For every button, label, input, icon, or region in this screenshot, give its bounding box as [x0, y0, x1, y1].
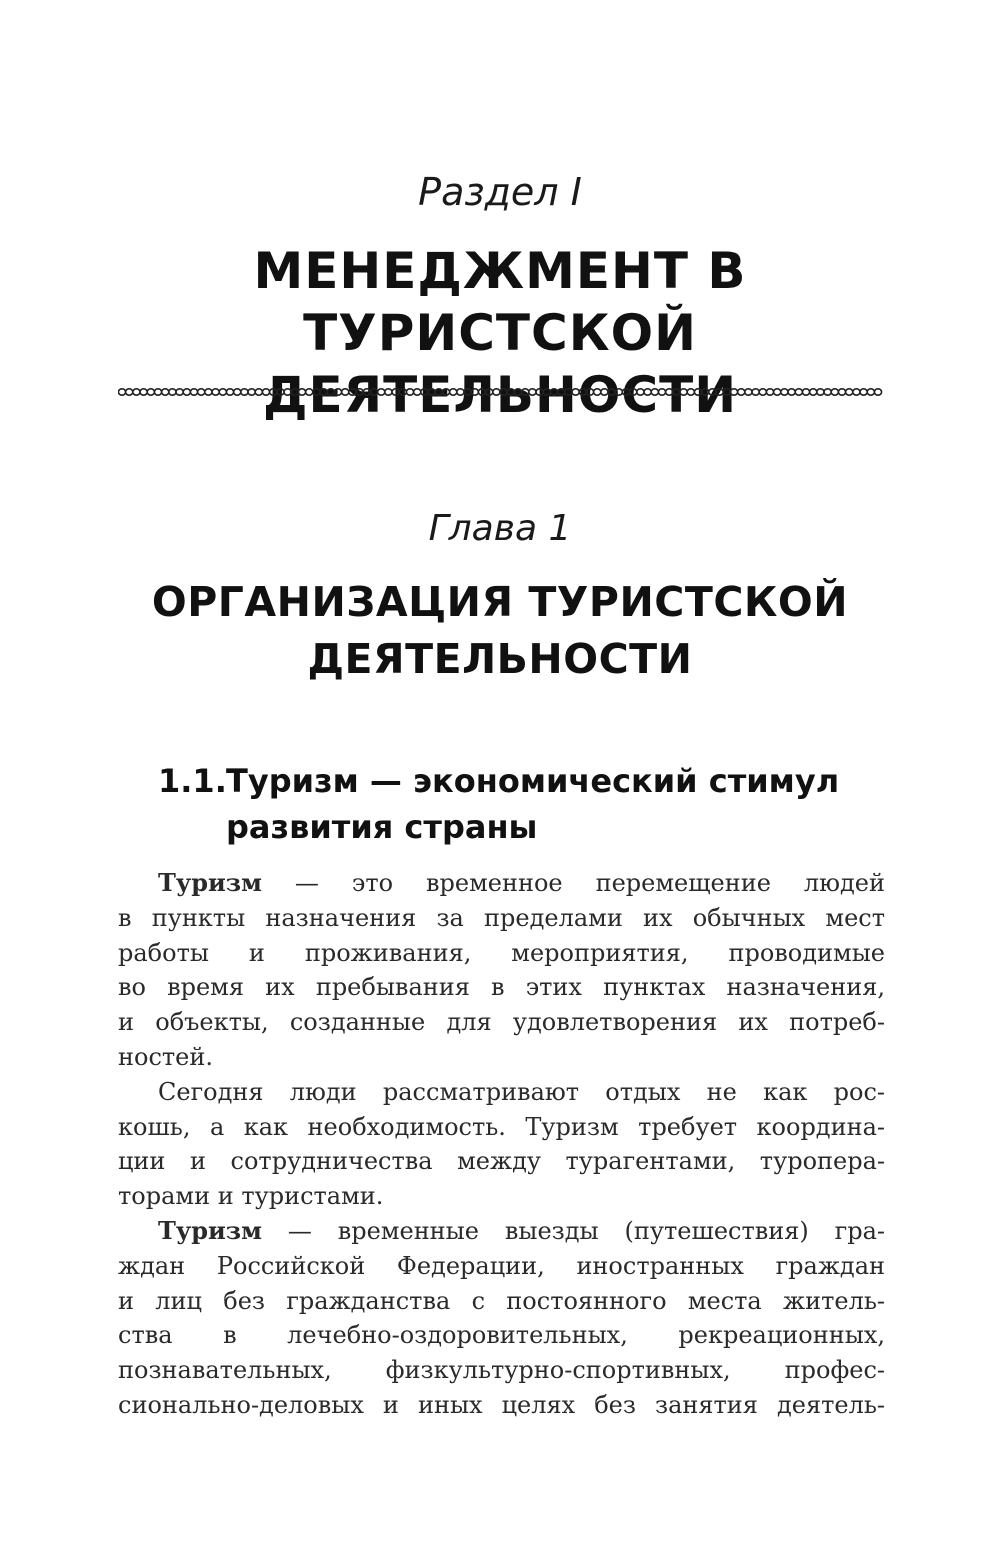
- text-line: и объекты, созданные для удовлетворения их потреб-: [118, 1008, 885, 1037]
- ornament-link: [550, 389, 557, 395]
- subsection-number: 1.1.: [158, 762, 227, 800]
- subsection-title-line-2: развития страны: [226, 808, 538, 846]
- ornament-link: [176, 389, 183, 395]
- text-line: Туризм — это временное перемещение людей: [158, 868, 885, 897]
- ornament-link: [457, 389, 464, 395]
- ornament-link: [752, 389, 759, 395]
- ornament-link: [493, 389, 500, 395]
- ornament-link: [500, 389, 507, 395]
- section-label: Раздел I: [418, 170, 582, 214]
- ornament-link: [680, 389, 687, 395]
- ornament-link: [471, 389, 478, 395]
- text-line: Сегодня люди рассматривают отдых не как рос-: [158, 1077, 885, 1106]
- chapter-label: Глава 1: [428, 508, 572, 549]
- text-line: ждан Российской Федерации, иностранных граждан: [118, 1251, 885, 1280]
- ornament-link: [226, 389, 233, 395]
- ornament-link: [442, 389, 449, 395]
- text-line: ства в лечебно-оздоровительных, рекреационных,: [118, 1321, 885, 1350]
- ornament-link: [169, 389, 176, 395]
- ornament-link: [147, 389, 154, 395]
- ornament-link: [723, 389, 730, 395]
- ornament-link: [586, 389, 593, 395]
- ornament-link: [781, 389, 788, 395]
- ornament-link: [356, 389, 363, 395]
- ornament-link: [759, 389, 766, 395]
- ornament-link: [651, 389, 658, 395]
- ornament-link: [666, 389, 673, 395]
- ornament-link: [709, 389, 716, 395]
- ornament-link: [126, 389, 133, 395]
- ornament-link: [838, 389, 845, 395]
- ornament-link: [853, 389, 860, 395]
- ornament-link: [342, 389, 349, 395]
- chapter-title: [80, 574, 920, 688]
- text-line: познавательных, физкультурно-спортивных, профес-: [118, 1356, 885, 1385]
- term: Туризм: [158, 868, 262, 897]
- ornament-link: [306, 389, 313, 395]
- decorative-divider: [118, 385, 885, 399]
- ornament-link: [118, 389, 125, 395]
- ornament-link: [867, 389, 874, 395]
- ornament-link: [284, 389, 291, 395]
- ornament-link: [154, 389, 161, 395]
- ornament-link: [831, 389, 838, 395]
- ornament-link: [370, 389, 377, 395]
- ornament-link: [478, 389, 485, 395]
- ornament-link: [450, 389, 457, 395]
- ornament-link: [190, 389, 197, 395]
- ornament-link: [766, 389, 773, 395]
- ornament-link: [514, 389, 521, 395]
- ornament-link: [565, 389, 572, 395]
- text-line: и лиц без гражданства с постоянного места житель-: [118, 1286, 885, 1315]
- ornament-link: [277, 389, 284, 395]
- ornament-link: [522, 389, 529, 395]
- text-line: Туризм — временные выезды (путешествия) гра-: [158, 1215, 885, 1245]
- ornament-link: [248, 389, 255, 395]
- ornament-link: [298, 389, 305, 395]
- ornament-link: [572, 389, 579, 395]
- ornament-link: [198, 389, 205, 395]
- ornament-link: [399, 389, 406, 395]
- ornament-link: [392, 389, 399, 395]
- text-line: сионально-деловых и иных целях без занятия деятель-: [118, 1390, 885, 1419]
- ornament-link: [133, 389, 140, 395]
- ornament-link: [594, 389, 601, 395]
- ornament-link: [637, 389, 644, 395]
- ornament-link: [320, 389, 327, 395]
- ornament-link: [406, 389, 413, 395]
- ornament-link: [428, 389, 435, 395]
- ornament-link: [183, 389, 190, 395]
- ornament-link: [385, 389, 392, 395]
- text-line: ностей.: [118, 1042, 213, 1071]
- ornament-link: [630, 389, 637, 395]
- ornament-link: [824, 389, 831, 395]
- section-title-line-2: ДЕЯТЕЛЬНОСТИ: [262, 366, 738, 424]
- ornament-link: [795, 389, 802, 395]
- subsection-heading: [158, 758, 918, 850]
- ornament-link: [802, 389, 809, 395]
- ornament-link: [846, 389, 853, 395]
- ornament-link: [702, 389, 709, 395]
- ornament-link: [730, 389, 737, 395]
- ornament-link: [579, 389, 586, 395]
- text-line: торами и туристами.: [118, 1182, 384, 1211]
- paragraph: [118, 866, 885, 1075]
- ornament-link: [673, 389, 680, 395]
- ornament-link: [810, 389, 817, 395]
- ornament-link: [817, 389, 824, 395]
- ornament-link: [529, 389, 536, 395]
- ornament-link: [507, 389, 514, 395]
- ornament-link: [212, 389, 219, 395]
- ornament-link: [658, 389, 665, 395]
- ornament-link: [464, 389, 471, 395]
- ornament-link: [313, 389, 320, 395]
- ornament-link: [536, 389, 543, 395]
- text-line: ции и сотрудничества между турагентами, туропера-: [118, 1147, 885, 1176]
- ornament-link: [234, 389, 241, 395]
- ornament-link: [543, 389, 550, 395]
- ornament-link: [140, 389, 147, 395]
- ornament-link: [788, 389, 795, 395]
- term: Туризм: [158, 1215, 262, 1245]
- ornament-link: [738, 389, 745, 395]
- ornament-link: [363, 389, 370, 395]
- subsection-title-line-1: Туризм — экономический стимул: [226, 762, 840, 800]
- ornament-link: [378, 389, 385, 395]
- text-line: во время их пребывания в этих пунктах назначения,: [118, 973, 885, 1002]
- ornament-link: [219, 389, 226, 395]
- ornament-link: [644, 389, 651, 395]
- ornament-link: [205, 389, 212, 395]
- ornament-link: [601, 389, 608, 395]
- section-title-line-1: МЕНЕДЖМЕНТ В ТУРИСТСКОЙ: [253, 242, 747, 362]
- ornament-link: [687, 389, 694, 395]
- ornament-link: [874, 389, 881, 395]
- ornament-link: [608, 389, 615, 395]
- text-line: в пункты назначения за пределами их обычных мест: [118, 903, 885, 932]
- chapter-title-line-1: ОРГАНИЗАЦИЯ ТУРИСТСКОЙ: [151, 578, 849, 626]
- ornament-link: [745, 389, 752, 395]
- ornament-link: [262, 389, 269, 395]
- chapter-title-line-2: ДЕЯТЕЛЬНОСТИ: [307, 635, 693, 683]
- ornament-link: [349, 389, 356, 395]
- paragraph: [118, 1214, 885, 1423]
- ornament-link: [716, 389, 723, 395]
- paragraph: [118, 1075, 885, 1214]
- ornament-link: [270, 389, 277, 395]
- text-line: кошь, а как необходимость. Туризм требует координа-: [118, 1112, 885, 1141]
- text-line: работы и проживания, мероприятия, проводимые: [118, 938, 885, 967]
- ornament-link: [241, 389, 248, 395]
- ornament-link: [327, 389, 334, 395]
- body-text: [118, 866, 885, 1423]
- ornament-link: [622, 389, 629, 395]
- ornament-link: [774, 389, 781, 395]
- ornament-link: [291, 389, 298, 395]
- ornament-link: [334, 389, 341, 395]
- ornament-link: [615, 389, 622, 395]
- ornament-link: [486, 389, 493, 395]
- ornament-link: [860, 389, 867, 395]
- ornament-link: [558, 389, 565, 395]
- ornament-link: [421, 389, 428, 395]
- ornament-link: [162, 389, 169, 395]
- ornament-link: [435, 389, 442, 395]
- ornament-link: [414, 389, 421, 395]
- ornament-link: [255, 389, 262, 395]
- ornament-link: [694, 389, 701, 395]
